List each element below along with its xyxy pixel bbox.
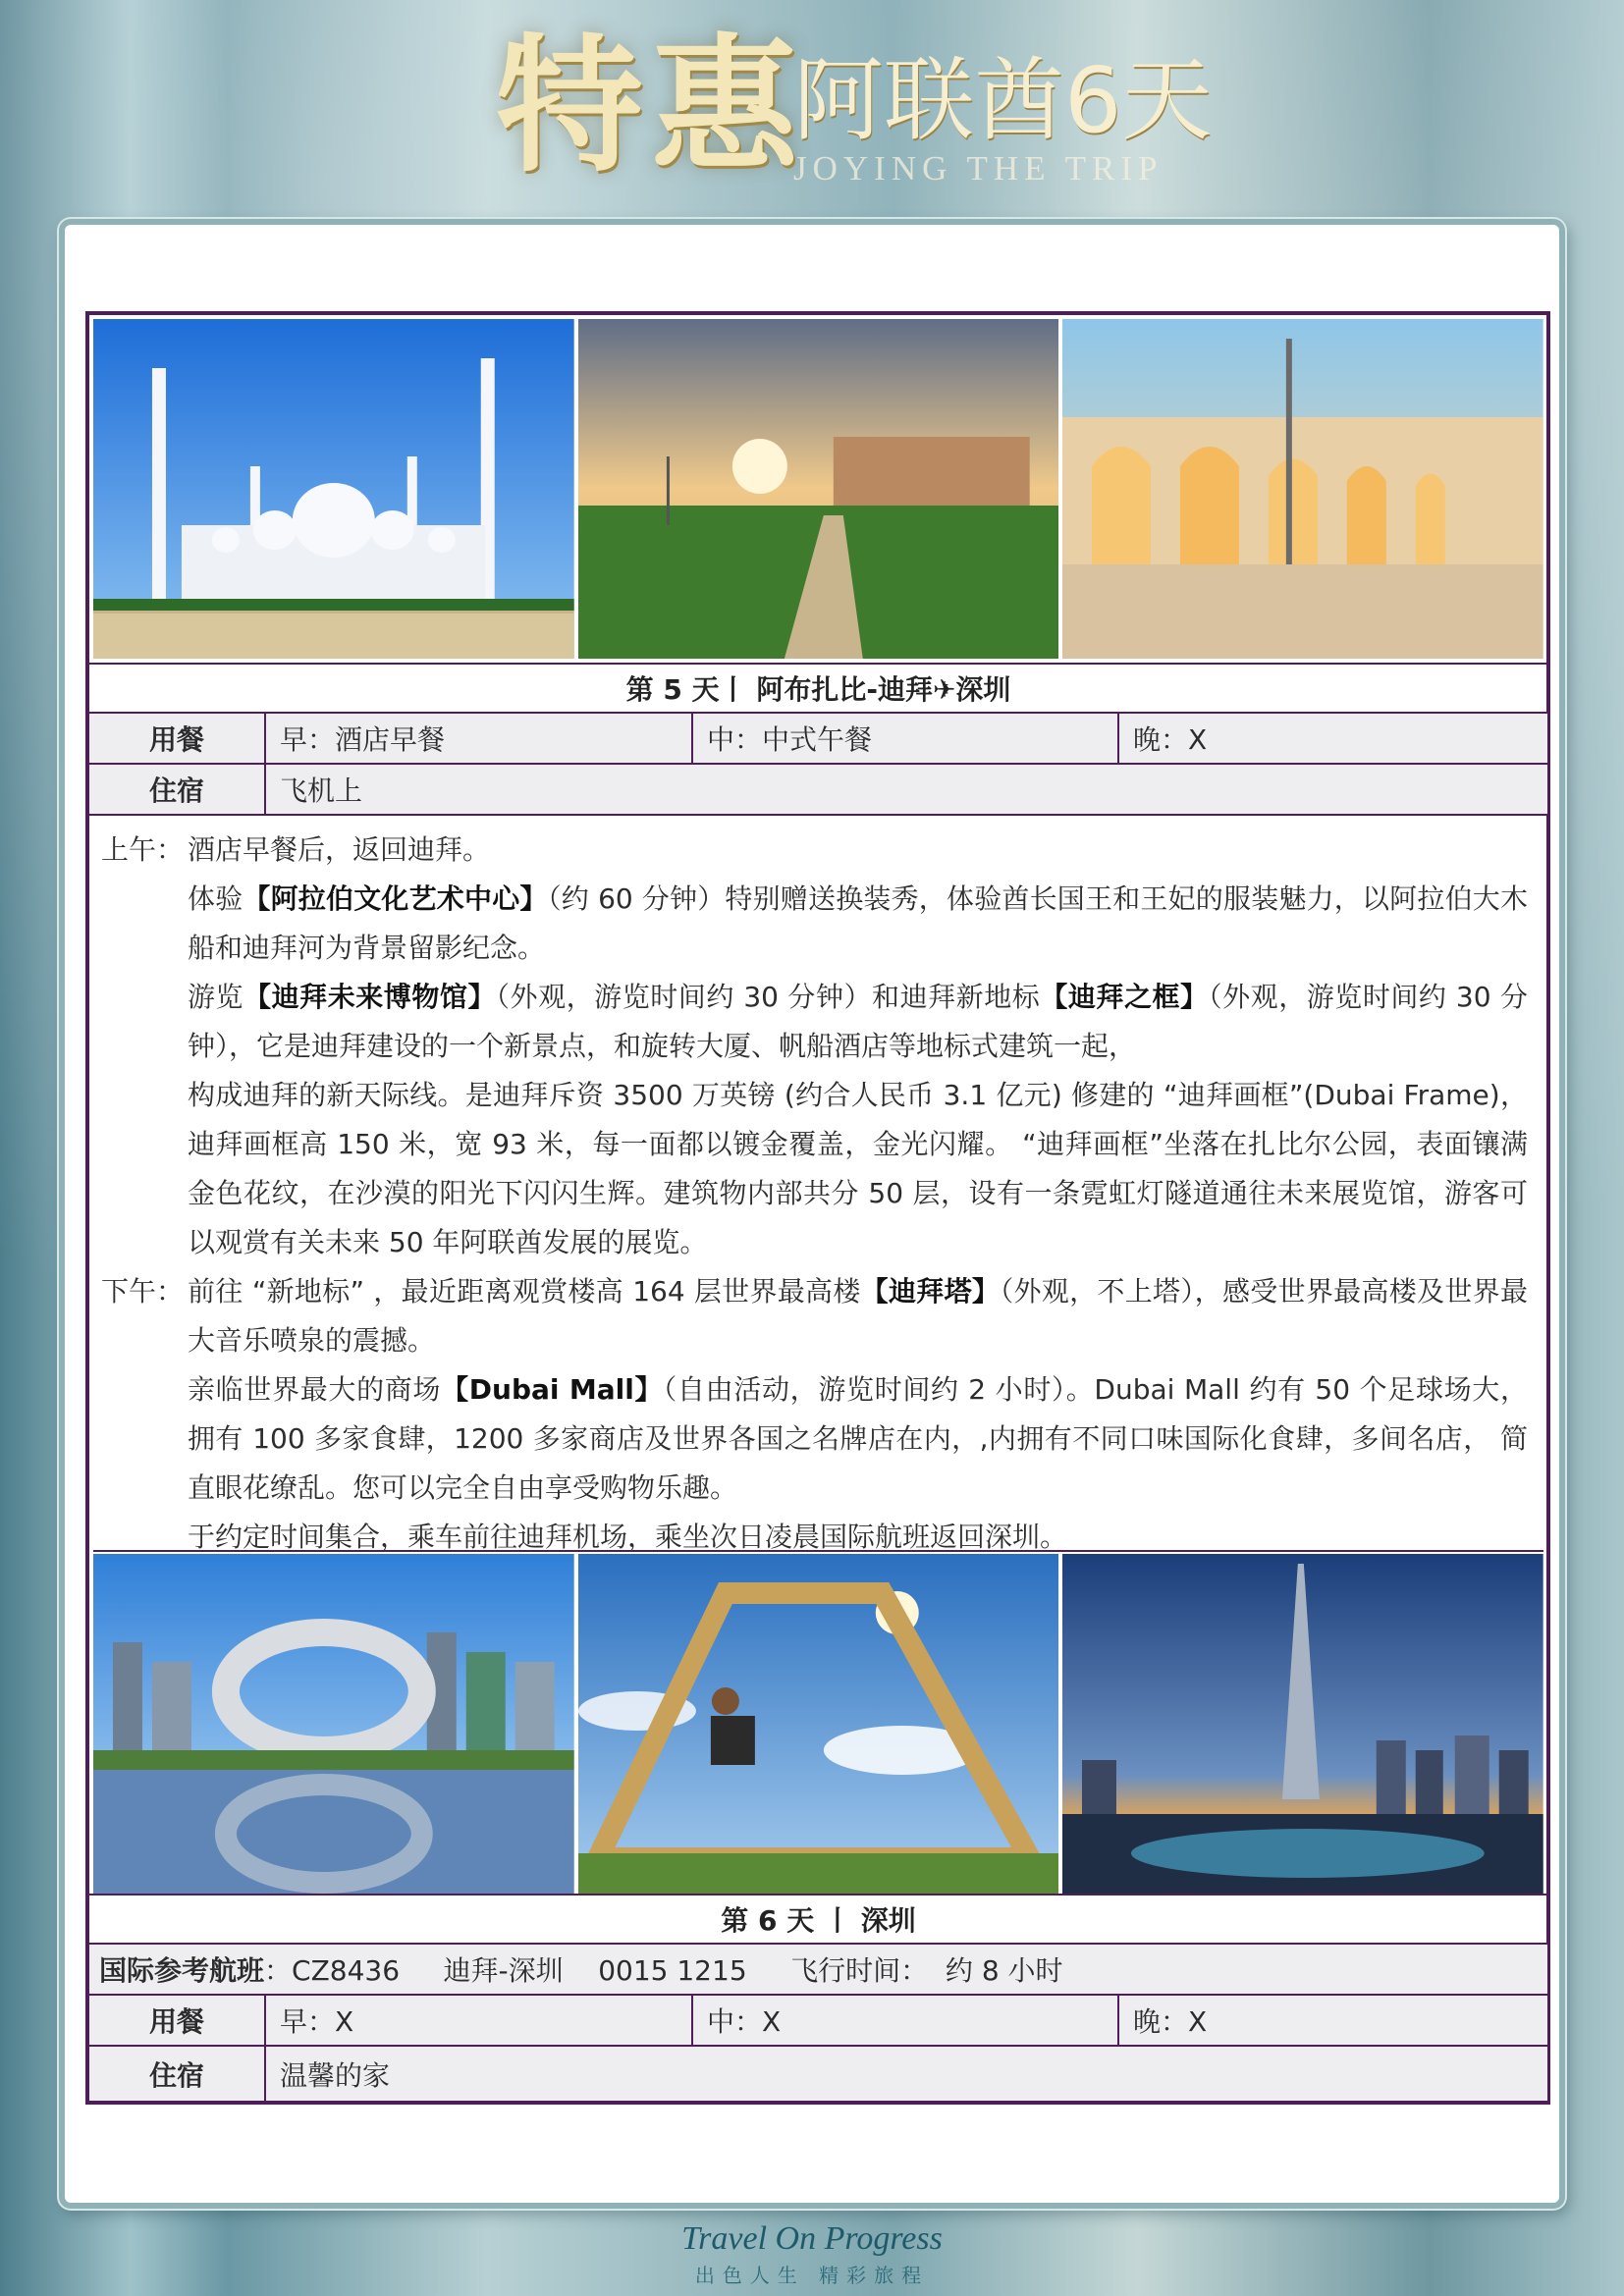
text-span: （外观，游览时间约 30 分钟），它是迪拜建设的一个新景点，和旋转大厦、帆船酒店等地标式建筑一起， <box>188 981 1528 1062</box>
meals-label: 用餐 <box>89 714 266 763</box>
highlight-dubai-mall: 【Dubai Mall】 <box>441 1373 664 1406</box>
text-span: （外观，游览时间约 30 分钟）和迪拜新地标 <box>496 981 1041 1013</box>
itinerary-card <box>59 219 1565 2209</box>
day5-meals-row <box>89 712 1547 763</box>
flight-label: 国际参考航班 <box>99 1954 265 1987</box>
morning-paragraph <box>101 826 1528 875</box>
palace-hotel-icon <box>578 319 1059 659</box>
text-span: （自由活动，游览时间约 2 小时）。Dubai Mall 约有 50 个足球场大，拥有 100 多家食肆，1200 多家商店及世界各国之名牌店在内，,内拥有不同口味国际化食肆，多间名店， 简直眼花缭乱。您可以完全自由享受购物乐趣。 <box>188 1373 1528 1504</box>
day5-stay-row <box>89 763 1547 814</box>
dinner-cell: 晚：X <box>1133 723 1208 756</box>
day6-flight-row <box>89 1943 1547 1994</box>
footer-slogan: 出色人生 精彩旅程 <box>694 2264 930 2287</box>
mosque-icon <box>93 319 574 659</box>
page-footer <box>0 2220 1624 2296</box>
text-span: 前往 “新地标” ，最近距离观赏楼高 164 层世界最高楼 <box>188 1275 861 1308</box>
dinner-cell: 晚：X <box>1133 2005 1208 2038</box>
title-subtitle: JOYING THE TRIP <box>793 149 1164 187</box>
text-span: （约 60 分钟）特别赠送换装秀，体验酋长国王和王妃的服装魅力，以阿拉伯大木船和迪拜河为背景留影纪念。 <box>188 882 1528 964</box>
stay-value: 飞机上 <box>280 774 363 807</box>
stay-value: 温馨的家 <box>280 2058 391 2092</box>
dubai-frame-text: 构成迪拜的新天际线。是迪拜斥资 3500 万英镑 (约合人民币 3.1 亿元) 修建的 “迪拜画框”(Dubai Frame)，迪拜画框高 150 米，宽 93 米，每一面都以镀金覆盖，金光闪耀。 “迪拜画框”坐落在扎比尔公园，表面镶满金色花纹，在沙漠的阳光下闪闪生辉。建筑物内部共分 50 层，设有一条霓虹灯隧道通往未来展览馆，游客可以观赏有关未来 50 年阿联酋发展的展览。 <box>188 1079 1528 1258</box>
text-span: （外观，不上塔），感受世界最高楼及世界最大音乐喷泉的震撼。 <box>188 1275 1528 1357</box>
day5-description <box>89 814 1547 1553</box>
culture-center-paragraph <box>101 875 1528 973</box>
title-trip-name: 阿联酋6天 <box>793 48 1213 153</box>
footer-brand: Travel On Progress <box>681 2220 943 2257</box>
text-span: 游览 <box>188 981 244 1013</box>
afternoon-paragraph <box>101 1267 1528 1365</box>
afternoon-label: 下午： <box>101 1275 185 1308</box>
highlight-frame: 【迪拜之框】 <box>1040 981 1209 1013</box>
page-header <box>0 0 1624 211</box>
text-span: 体验 <box>188 882 244 915</box>
itinerary-frame <box>85 311 1550 2105</box>
flight-value: ：CZ8436 迪拜-深圳 0015 1215 飞行时间： 约 8 小时 <box>264 1954 1063 1987</box>
meals-label: 用餐 <box>89 1996 266 2045</box>
stay-label: 住宿 <box>89 765 266 814</box>
highlight-culture-center: 【阿拉伯文化艺术中心】 <box>243 882 548 915</box>
stay-label: 住宿 <box>89 2047 266 2101</box>
morning-label: 上午： <box>101 833 185 866</box>
arched-colonnade-icon <box>1062 319 1543 659</box>
day6-stay-row <box>89 2045 1547 2101</box>
highlight-burj: 【迪拜塔】 <box>860 1275 1001 1308</box>
highlight-museum: 【迪拜未来博物馆】 <box>244 981 496 1013</box>
museum-paragraph <box>101 973 1528 1071</box>
burj-khalifa-icon <box>1062 1554 1543 1894</box>
dubai-frame-paragraph <box>101 1071 1528 1267</box>
day6-photo-row <box>93 1550 1543 1894</box>
lunch-cell: 中：X <box>693 1996 1119 2045</box>
day6-title: 第 6 天 丨 深圳 <box>89 1894 1547 1943</box>
day6-meals-row <box>89 1994 1547 2045</box>
breakfast-cell: 早：X <box>266 1996 693 2045</box>
day5-title: 第 5 天丨 阿布扎比-迪拜✈深圳 <box>89 663 1547 712</box>
lunch-cell: 中：中式午餐 <box>693 714 1119 763</box>
day5-photo-row <box>93 319 1543 659</box>
text-span: 亲临世界最大的商场 <box>188 1373 442 1406</box>
dubai-mall-paragraph <box>101 1365 1528 1513</box>
morning-intro: 酒店早餐后，返回迪拜。 <box>188 833 491 866</box>
departure-text: 于约定时间集合，乘车前往迪拜机场，乘坐次日凌晨国际航班返回深圳。 <box>188 1521 1068 1553</box>
title-special: 特惠 <box>496 20 807 192</box>
dubai-frame-icon <box>578 1554 1059 1894</box>
breakfast-cell: 早：酒店早餐 <box>266 714 693 763</box>
museum-of-future-icon <box>93 1554 574 1894</box>
